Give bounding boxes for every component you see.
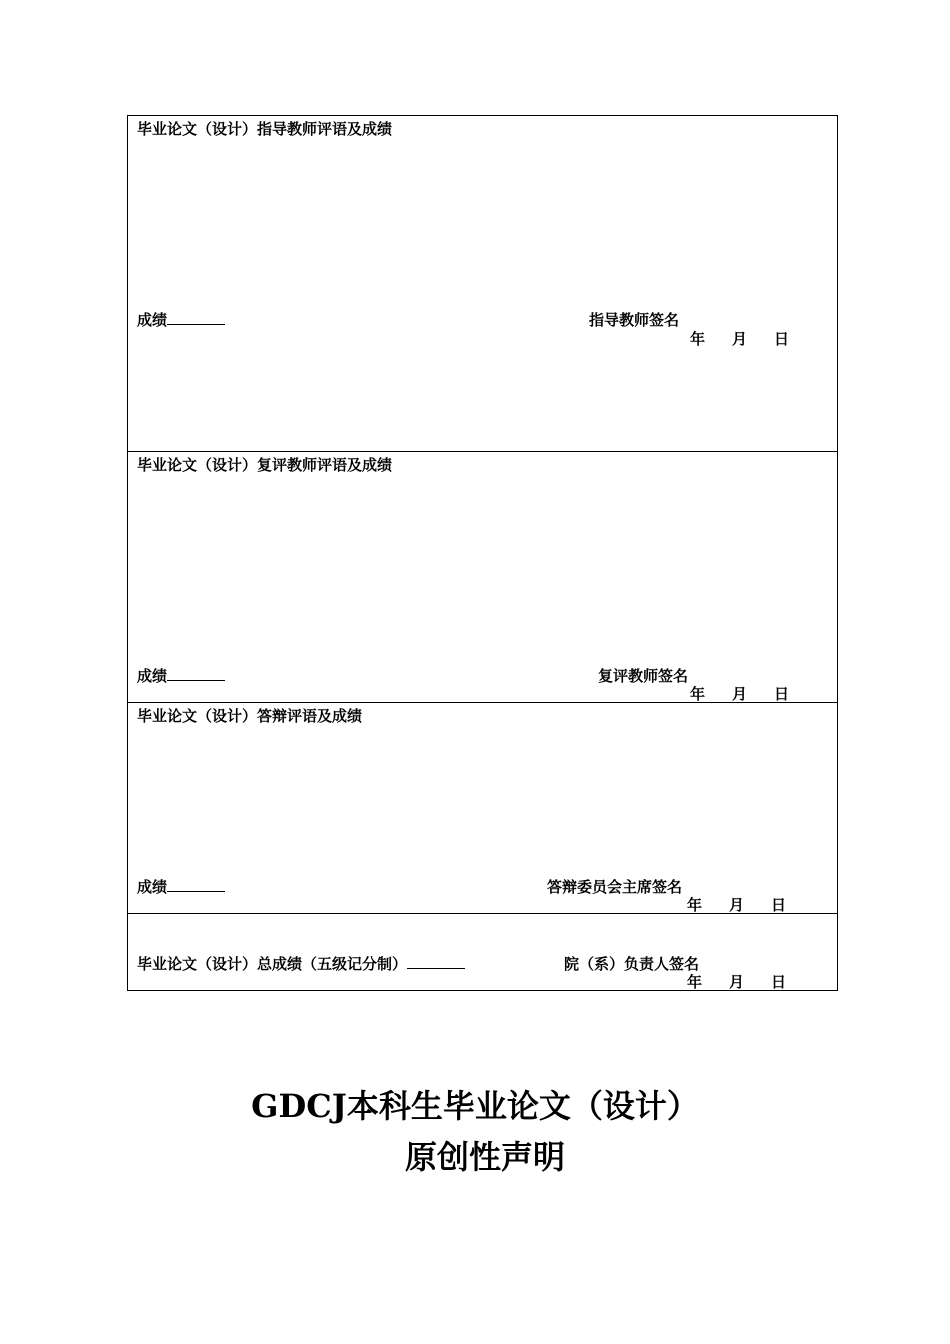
advisor-evaluation-section — [128, 116, 837, 452]
date-month-label: 月 — [732, 330, 748, 348]
reviewer-date — [690, 685, 789, 703]
evaluation-form-table — [127, 115, 838, 991]
date-day-label: 日 — [774, 330, 790, 348]
date-day-label: 日 — [771, 896, 787, 914]
advisor-section-heading: 毕业论文（设计）指导教师评语及成绩 — [137, 120, 393, 138]
advisor-score-label: 成绩 — [137, 311, 168, 329]
declaration-title: GDCJ本科生毕业论文（设计） — [251, 1087, 699, 1125]
defense-section-heading: 毕业论文（设计）答辩评语及成绩 — [137, 707, 363, 725]
declaration-subtitle: 原创性声明 — [404, 1138, 565, 1176]
total-date — [687, 973, 786, 991]
date-year-label: 年 — [690, 685, 706, 703]
date-month-label: 月 — [729, 896, 745, 914]
total-score-section — [128, 914, 837, 990]
date-year-label: 年 — [690, 330, 706, 348]
total-score-field[interactable] — [137, 955, 465, 973]
total-score-label: 毕业论文（设计）总成绩（五级记分制） — [137, 955, 408, 973]
reviewer-signature-label: 复评教师签名 — [598, 667, 689, 685]
reviewer-score-blank[interactable] — [167, 667, 225, 681]
date-year-label: 年 — [687, 973, 703, 991]
defense-evaluation-section — [128, 703, 837, 914]
defense-score-field[interactable] — [137, 878, 225, 896]
date-day-label: 日 — [771, 973, 787, 991]
reviewer-score-label: 成绩 — [137, 667, 168, 685]
date-day-label: 日 — [774, 685, 790, 703]
dept-head-signature-label: 院（系）负责人签名 — [564, 955, 700, 973]
date-year-label: 年 — [687, 896, 703, 914]
total-score-blank[interactable] — [407, 955, 465, 969]
defense-signature-label: 答辩委员会主席签名 — [547, 878, 683, 896]
defense-date — [687, 896, 786, 914]
defense-score-blank[interactable] — [167, 878, 225, 892]
date-month-label: 月 — [729, 973, 745, 991]
advisor-score-field[interactable] — [137, 311, 225, 329]
reviewer-score-field[interactable] — [137, 667, 225, 685]
advisor-signature-label: 指导教师签名 — [589, 311, 680, 329]
defense-score-label: 成绩 — [137, 878, 168, 896]
advisor-date — [690, 330, 789, 348]
reviewer-section-heading: 毕业论文（设计）复评教师评语及成绩 — [137, 456, 393, 474]
date-month-label: 月 — [732, 685, 748, 703]
reviewer-evaluation-section — [128, 452, 837, 703]
advisor-score-blank[interactable] — [167, 311, 225, 325]
